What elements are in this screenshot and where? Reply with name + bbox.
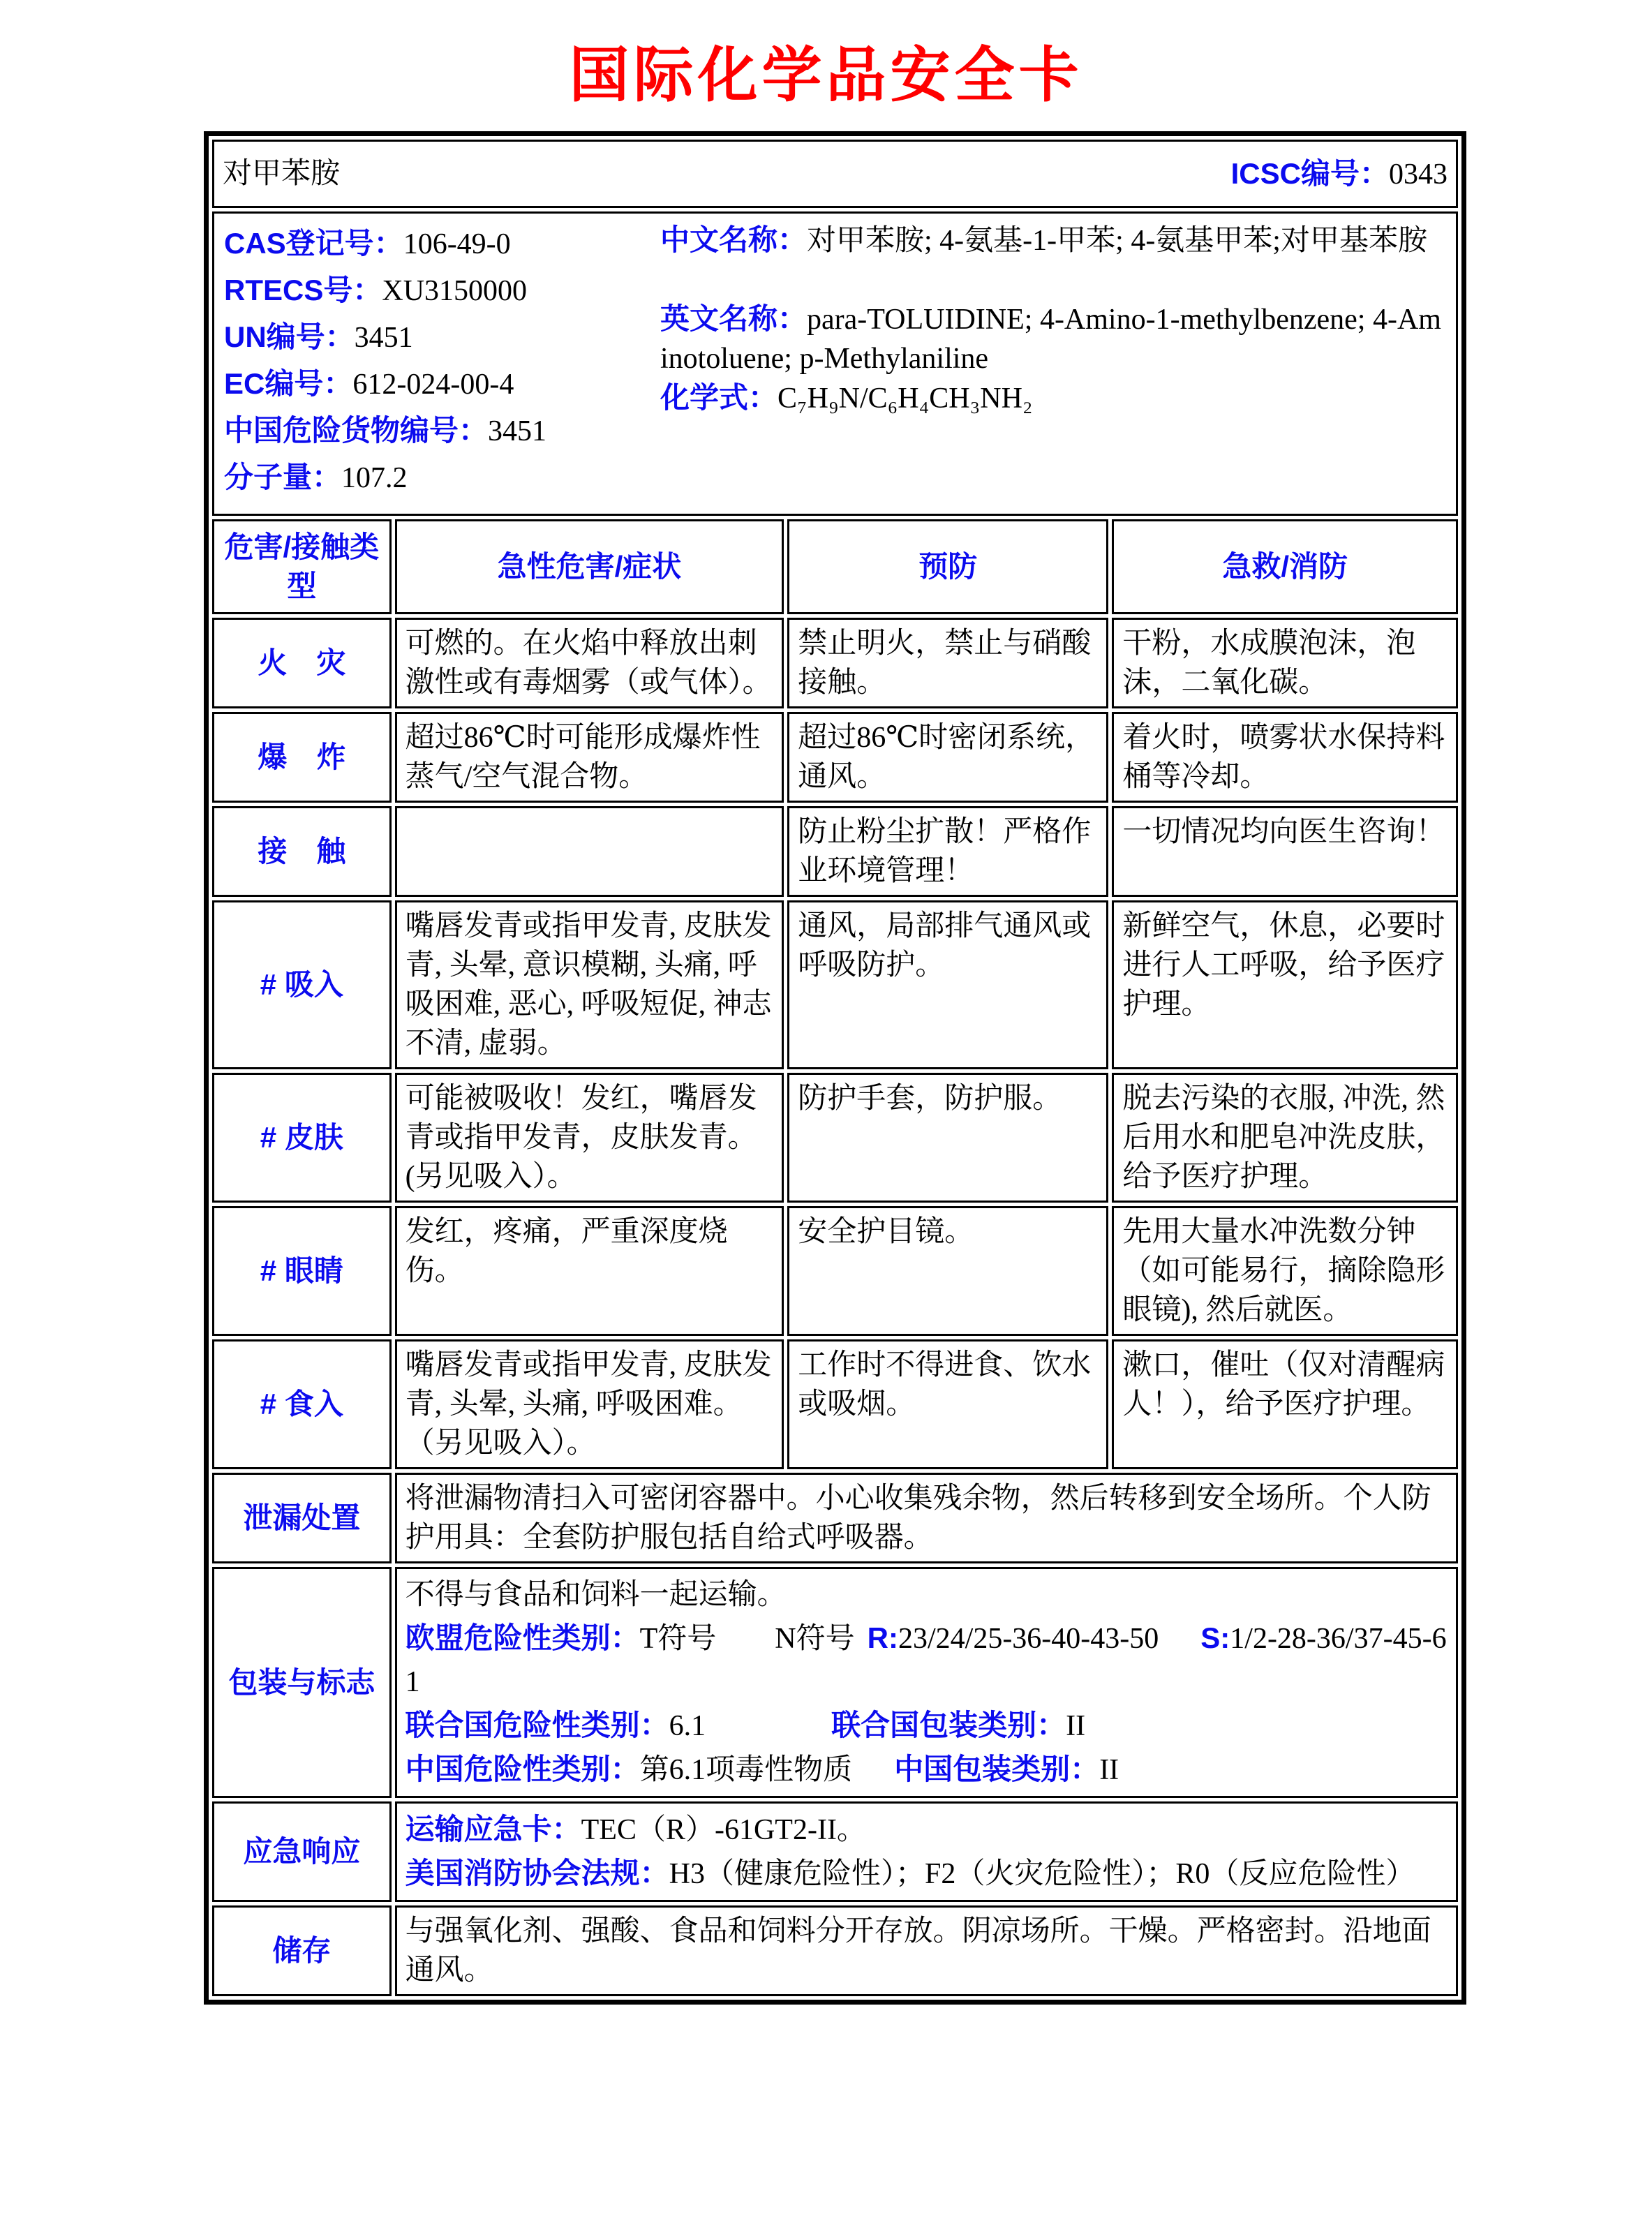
cas-value: 106-49-0 bbox=[403, 228, 511, 260]
un-class-label: 联合国危险性类别： bbox=[405, 1709, 669, 1741]
identifier-molweight bbox=[224, 454, 653, 501]
header-hazard-type: 危害/接触类型 bbox=[212, 519, 392, 614]
ec-value: 612-024-00-4 bbox=[352, 369, 514, 401]
ec-label: EC编号： bbox=[224, 367, 353, 400]
row-ingestion bbox=[212, 1339, 1458, 1469]
cn-pack-value: II bbox=[1099, 1754, 1119, 1786]
header-firstaid: 急救/消防 bbox=[1112, 519, 1458, 614]
chinese-names-label: 中文名称： bbox=[660, 223, 808, 256]
identifier-china-dg bbox=[224, 408, 653, 454]
packaging-un-line bbox=[405, 1704, 1448, 1748]
row-storage bbox=[212, 1905, 1458, 1996]
cas-label: CAS登记号： bbox=[224, 227, 403, 260]
china-dg-label: 中国危险货物编号： bbox=[224, 414, 489, 447]
cn-class-value: 第6.1项毒性物质 bbox=[639, 1754, 853, 1786]
row-fire-prevention: 禁止明火，禁止与硝酸接触。 bbox=[787, 618, 1108, 708]
row-ingestion-symptoms: 嘴唇发青或指甲发青, 皮肤发青, 头晕, 头痛, 呼吸困难。（另见吸入）。 bbox=[395, 1339, 784, 1469]
row-packaging bbox=[212, 1567, 1458, 1798]
info-cell bbox=[212, 211, 1458, 516]
un-pack-label: 联合国包装类别： bbox=[831, 1709, 1066, 1741]
formula-line bbox=[660, 378, 1446, 418]
packaging-cn-line bbox=[405, 1748, 1448, 1792]
row-explosion-symptoms: 超过86℃时可能形成爆炸性蒸气/空气混合物。 bbox=[395, 712, 784, 803]
row-skin-prevention: 防护手套，防护服。 bbox=[787, 1073, 1108, 1203]
hazard-header-row bbox=[212, 519, 1458, 614]
row-exposure-firstaid: 一切情况均向医生咨询！ bbox=[1112, 806, 1458, 897]
name-list bbox=[653, 221, 1446, 501]
row-ingestion-firstaid: 漱口，催吐（仅对清醒病人！），给予医疗护理。 bbox=[1112, 1339, 1458, 1469]
row-explosion-label: 爆 炸 bbox=[212, 712, 392, 803]
molweight-label: 分子量： bbox=[224, 461, 342, 493]
row-spill-label: 泄漏处置 bbox=[212, 1473, 392, 1563]
row-eyes-firstaid: 先用大量水冲洗数分钟（如可能易行，摘除隐形眼镜), 然后就医。 bbox=[1112, 1206, 1458, 1336]
row-ingestion-prevention: 工作时不得进食、饮水或吸烟。 bbox=[787, 1339, 1108, 1469]
english-names-label: 英文名称： bbox=[660, 302, 808, 335]
s-phrases-value: 1/2-28-36/37-45-61 bbox=[405, 1623, 1447, 1698]
row-emergency bbox=[212, 1801, 1458, 1902]
cn-pack-label: 中国包装类别： bbox=[894, 1753, 1100, 1785]
row-spill-text: 将泄漏物清扫入可密闭容器中。小心收集残余物，然后转移到安全场所。个人防护用具：全套防护服包括自给式呼吸器。 bbox=[395, 1473, 1458, 1563]
icsc-table bbox=[209, 136, 1461, 2000]
un-pack-value: II bbox=[1066, 1710, 1086, 1742]
formula-value: C₇H₉N/C₆H₄CH₃NH₂ bbox=[777, 382, 1033, 415]
row-eyes-symptoms: 发红，疼痛，严重深度烧伤。 bbox=[395, 1206, 784, 1336]
row-skin-firstaid: 脱去污染的衣服, 冲洗, 然后用水和肥皂冲洗皮肤，给予医疗护理。 bbox=[1112, 1073, 1458, 1203]
un-value: 3451 bbox=[354, 322, 413, 354]
row-explosion-prevention: 超过86℃时密闭系统，通风。 bbox=[787, 712, 1108, 803]
nfpa-label: 美国消防协会法规： bbox=[405, 1857, 669, 1889]
row-fire bbox=[212, 618, 1458, 708]
row-exposure-label: 接 触 bbox=[212, 806, 392, 897]
formula-label: 化学式： bbox=[660, 381, 778, 414]
row-explosion-firstaid: 着火时，喷雾状水保持料桶等冷却。 bbox=[1112, 712, 1458, 803]
info-row bbox=[212, 211, 1458, 516]
row-skin bbox=[212, 1073, 1458, 1203]
tec-card-label: 运输应急卡： bbox=[405, 1813, 581, 1845]
row-exposure-prevention: 防止粉尘扩散！严格作业环境管理！ bbox=[787, 806, 1108, 897]
row-eyes-prevention: 安全护目镜。 bbox=[787, 1206, 1108, 1336]
eu-symbols: T符号 N符号 bbox=[639, 1623, 855, 1655]
english-names-value: para-TOLUIDINE; 4-Amino-1-methylbenzene; 4-Aminotoluene; p-Methylaniline bbox=[660, 304, 1441, 375]
header-symptoms: 急性危害/症状 bbox=[395, 519, 784, 614]
china-dg-value: 3451 bbox=[488, 415, 547, 447]
row-fire-label: 火 灾 bbox=[212, 618, 392, 708]
row-skin-symptoms: 可能被吸收！发红，嘴唇发青或指甲发青，皮肤发青。(另见吸入）。 bbox=[395, 1073, 784, 1203]
icsc-number-value: 0343 bbox=[1389, 158, 1448, 191]
un-class-value: 6.1 bbox=[669, 1710, 706, 1742]
row-explosion bbox=[212, 712, 1458, 803]
row-spill bbox=[212, 1473, 1458, 1563]
row-emergency-content bbox=[395, 1801, 1458, 1902]
un-label: UN编号： bbox=[224, 320, 355, 353]
packaging-eu-line bbox=[405, 1617, 1448, 1704]
row-inhalation-prevention: 通风，局部排气通风或呼吸防护。 bbox=[787, 900, 1108, 1069]
rtecs-value: XU3150000 bbox=[382, 275, 528, 307]
row-ingestion-label: # 食入 bbox=[212, 1339, 392, 1469]
row-exposure-symptoms bbox=[395, 806, 784, 897]
row-packaging-label: 包装与标志 bbox=[212, 1567, 392, 1798]
identifier-cas bbox=[224, 221, 653, 267]
identifier-un bbox=[224, 314, 653, 361]
row-eyes bbox=[212, 1206, 1458, 1336]
rtecs-label: RTECS号： bbox=[224, 274, 382, 306]
row-inhalation bbox=[212, 900, 1458, 1069]
s-phrases-label: S: bbox=[1200, 1621, 1230, 1654]
english-names-line bbox=[660, 299, 1446, 378]
row-exposure bbox=[212, 806, 1458, 897]
row-eyes-label: # 眼睛 bbox=[212, 1206, 392, 1336]
row-emergency-label: 应急响应 bbox=[212, 1801, 392, 1902]
header-prevention: 预防 bbox=[787, 519, 1108, 614]
r-phrases-label: R: bbox=[867, 1621, 898, 1654]
row-fire-symptoms: 可燃的。在火焰中释放出刺激性或有毒烟雾（或气体）。 bbox=[395, 618, 784, 708]
row-skin-label: # 皮肤 bbox=[212, 1073, 392, 1203]
row-storage-label: 储存 bbox=[212, 1905, 392, 1996]
cn-class-label: 中国危险性类别： bbox=[405, 1753, 640, 1785]
icsc-number-label: ICSC编号： bbox=[1230, 156, 1389, 190]
eu-class-label: 欧盟危险性类别： bbox=[405, 1621, 640, 1654]
name-row bbox=[212, 140, 1458, 208]
emergency-tec-line bbox=[405, 1808, 1448, 1852]
packaging-transport-note: 不得与食品和饲料一起运输。 bbox=[405, 1579, 787, 1611]
molweight-value: 107.2 bbox=[341, 462, 408, 494]
nfpa-value: H3（健康危险性）；F2（火灾危险性）；R0（反应危险性） bbox=[669, 1858, 1415, 1890]
row-inhalation-firstaid: 新鲜空气，休息，必要时进行人工呼吸，给予医疗护理。 bbox=[1112, 900, 1458, 1069]
r-phrases-value: 23/24/25-36-40-43-50 bbox=[898, 1623, 1159, 1655]
row-inhalation-symptoms: 嘴唇发青或指甲发青, 皮肤发青, 头晕, 意识模糊, 头痛, 呼吸困难, 恶心, 呼吸短促, 神志不清, 虚弱。 bbox=[395, 900, 784, 1069]
identifier-rtecs bbox=[224, 267, 653, 314]
page-title: 国际化学品安全卡 bbox=[569, 42, 1083, 109]
row-packaging-content bbox=[395, 1567, 1458, 1798]
identifier-ec bbox=[224, 361, 653, 408]
row-inhalation-label: # 吸入 bbox=[212, 900, 392, 1069]
row-fire-firstaid: 干粉，水成膜泡沫，泡沫，二氧化碳。 bbox=[1112, 618, 1458, 708]
icsc-card bbox=[204, 131, 1466, 2005]
name-cell bbox=[212, 140, 1458, 208]
chinese-names-line bbox=[660, 221, 1446, 260]
chinese-names-value: 对甲苯胺; 4-氨基-1-甲苯; 4-氨基甲苯;对甲基苯胺 bbox=[807, 225, 1427, 257]
chemical-name: 对甲苯胺 bbox=[223, 158, 341, 190]
emergency-nfpa-line bbox=[405, 1852, 1448, 1896]
row-storage-text: 与强氧化剂、强酸、食品和饲料分开存放。阴凉场所。干燥。严格密封。沿地面通风。 bbox=[395, 1905, 1458, 1996]
tec-card-value: TEC（R）-61GT2-II。 bbox=[581, 1814, 866, 1846]
identifier-list bbox=[224, 221, 653, 501]
icsc-number-group bbox=[1231, 154, 1448, 194]
